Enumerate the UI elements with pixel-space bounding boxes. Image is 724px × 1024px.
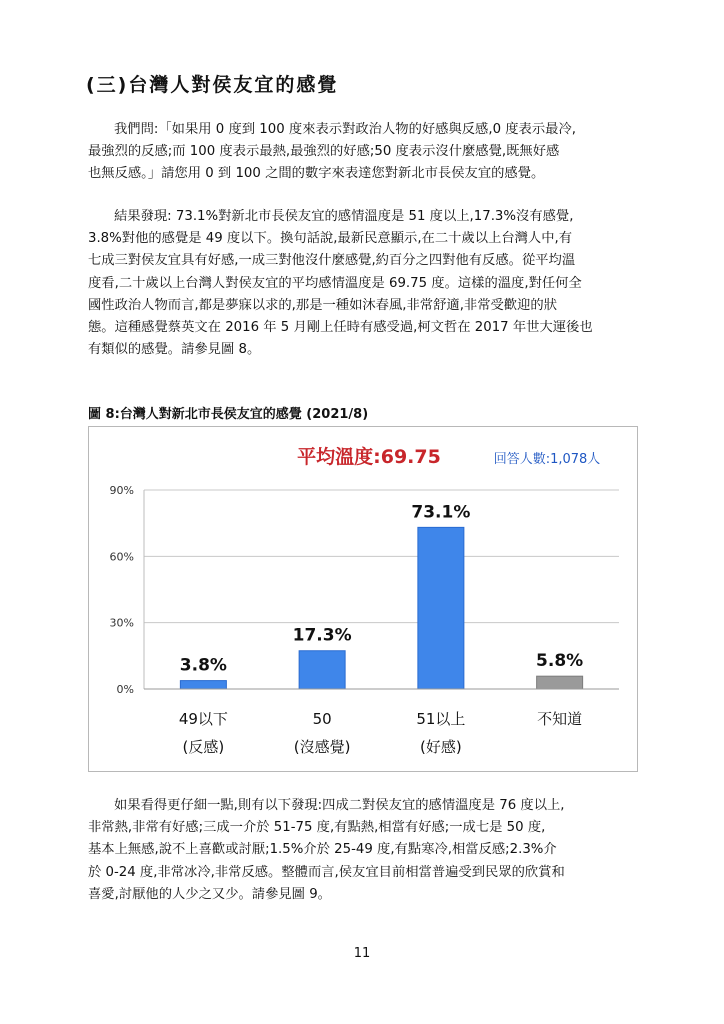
- paragraph-line: 七成三對侯友宜具有好感,一成三對他沒什麼感覺,約百分之四對他有反感。從平均溫: [88, 253, 576, 269]
- bar-value-label: 3.8%: [179, 655, 227, 676]
- paragraph-line: 3.8%對他的感覺是 49 度以下。換句話說,最新民意顯示,在二十歲以上台灣人中,有: [88, 231, 573, 247]
- bar: [299, 651, 345, 689]
- bar: [537, 676, 583, 689]
- paragraph-line: 於 0-24 度,非常冰冷,非常反感。整體而言,侯友宜目前相當普遍受到民眾的欣賞和: [88, 864, 565, 880]
- paragraph-line: 喜愛,討厭他的人少之又少。請參見圖 9。: [88, 886, 331, 902]
- bar-value-label: 17.3%: [292, 625, 352, 646]
- page-number: 11: [353, 946, 371, 961]
- paragraph-line: 有類似的感覺。請參見圖 8。: [88, 342, 261, 358]
- bar: [180, 681, 226, 689]
- x-category-label: 不知道: [537, 710, 583, 728]
- respondent-count-label: 回答人數:1,078人: [493, 452, 601, 467]
- paragraph-line: 態。這種感覺蔡英文在 2016 年 5 月剛上任時有感受過,柯文哲在 2017 年世大運後也: [88, 320, 593, 336]
- paragraph-line: 結果發現: 73.1%對新北市長侯友宜的感情溫度是 51 度以上,17.3%沒有感覺,: [114, 209, 574, 224]
- x-category-label: 51以上: [416, 710, 466, 728]
- bar-value-label: 73.1%: [411, 502, 471, 523]
- detail-paragraph: [88, 795, 640, 906]
- paragraph-line: 國性政治人物而言,都是夢寐以求的,那是一種如沐春風,非常舒適,非常受歡迎的狀: [88, 297, 557, 313]
- paragraph-line: 最強烈的反感;而 100 度表示最熱,最強烈的好感;50 度表示沒什麼感覺,既無好感: [88, 144, 560, 160]
- chart-title: 平均溫度:69.75: [297, 446, 441, 468]
- y-tick-label: 30%: [109, 616, 134, 630]
- bar: [418, 527, 464, 689]
- section-heading: (三)台灣人對侯友宜的感覺: [86, 74, 339, 96]
- x-category-sublabel: (反感): [182, 738, 225, 756]
- paragraph-line: 如果看得更仔細一點,則有以下發現:四成二對侯友宜的感情溫度是 76 度以上,: [114, 798, 565, 813]
- results-paragraph: [88, 206, 640, 361]
- bar-chart: [89, 427, 637, 771]
- paragraph-line: 非常熱,非常有好感;三成一介於 51-75 度,有點熱,相當有好感;一成七是 50 度,: [88, 820, 546, 836]
- x-category-label: 49以下: [178, 710, 228, 728]
- figure-caption: 圖 8:台灣人對新北市長侯友宜的感覺 (2021/8): [88, 407, 369, 422]
- y-tick-label: 0%: [116, 683, 134, 696]
- y-tick-label: 90%: [109, 484, 134, 497]
- paragraph-line: 也無反感。」請您用 0 到 100 之間的數字來表達您對新北市長侯友宜的感覺。: [88, 166, 545, 182]
- x-category-label: 50: [312, 710, 332, 728]
- paragraph-line: 度看,二十歲以上台灣人對侯友宜的平均感情溫度是 69.75 度。這樣的溫度,對任何全: [88, 275, 582, 291]
- paragraph-line: 我們問:「如果用 0 度到 100 度來表示對政治人物的好感與反感,0 度表示最冷,: [114, 122, 576, 137]
- bar-value-label: 5.8%: [536, 651, 584, 672]
- x-category-sublabel: (沒感覺): [293, 738, 351, 756]
- intro-paragraph: [88, 119, 640, 186]
- y-tick-label: 60%: [109, 550, 134, 564]
- x-category-sublabel: (好感): [420, 738, 462, 756]
- paragraph-line: 基本上無感,說不上喜歡或討厭;1.5%介於 25-49 度,有點寒冷,相當反感;2.3%介: [88, 842, 557, 858]
- chart-frame: [88, 426, 638, 772]
